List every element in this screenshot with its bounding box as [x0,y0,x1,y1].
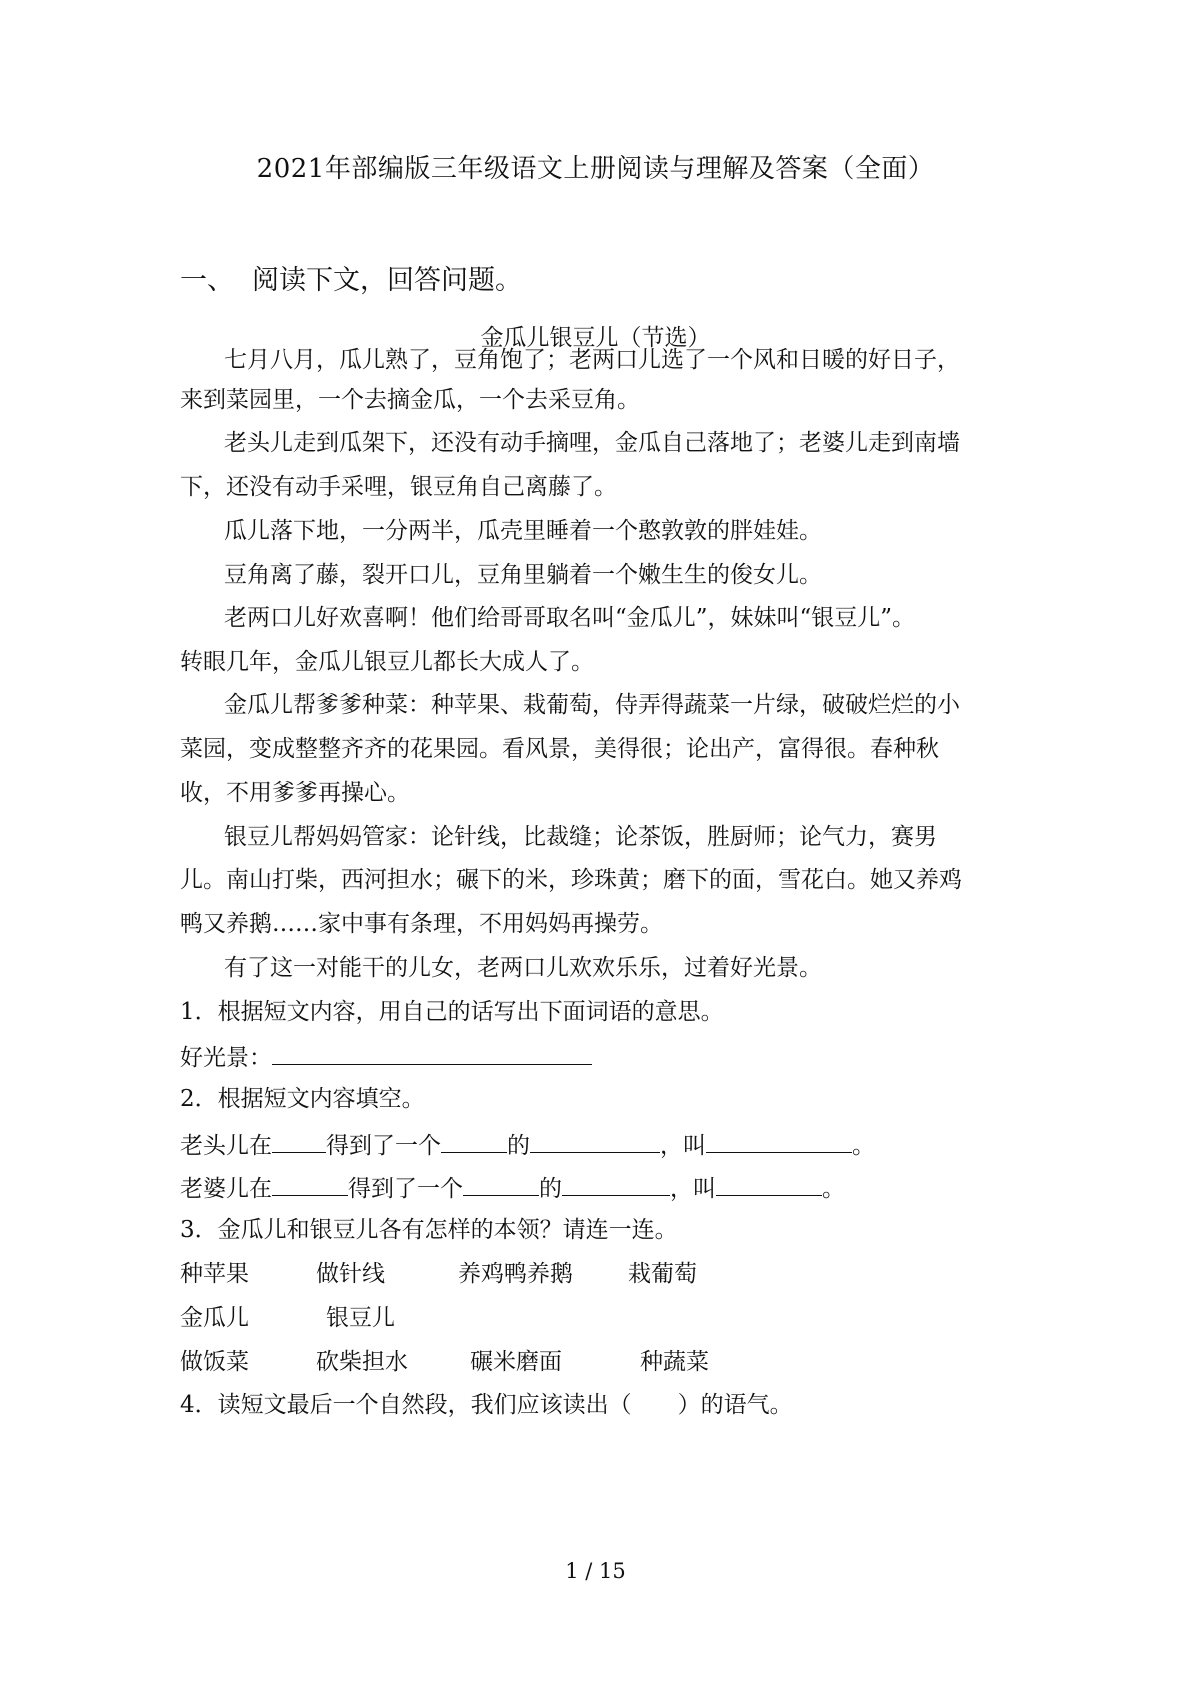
fill-text: 的 [507,1133,530,1159]
matching-item[interactable]: 碾米磨面 [470,1349,562,1375]
passage-line: 瓜儿落下地，一分两半，瓜壳里睡着一个憨敦敦的胖娃娃。 [224,518,822,544]
passage-title: 金瓜儿银豆儿（节选） [480,325,711,351]
fill-text: 老婆儿在 [180,1176,272,1202]
answer-blank[interactable] [272,1040,592,1065]
section-number: 一、 [180,265,234,296]
matching-item[interactable]: 种蔬菜 [640,1349,709,1375]
passage-line: 收，不用爹爹再操心。 [180,780,410,806]
fill-text: ，叫 [660,1133,706,1159]
matching-item[interactable]: 做饭菜 [180,1349,249,1375]
matching-item[interactable]: 砍柴担水 [316,1349,408,1375]
question-2: 2．根据短文内容填空。 [180,1086,425,1112]
passage-line: 儿。南山打柴，西河担水；碾下的米，珍珠黄；磨下的面，雪花白。她又养鸡 [180,867,962,893]
passage-line: 老两口儿好欢喜啊！他们给哥哥取名叫“金瓜儿”，妹妹叫“银豆儿”。 [224,605,916,631]
fill-text: ，叫 [670,1176,716,1202]
fill-text: 老头儿在 [180,1133,272,1159]
answer-blank[interactable] [272,1171,348,1196]
answer-blank[interactable] [562,1171,670,1196]
fill-text: 。 [822,1176,845,1202]
answer-blank[interactable] [463,1171,539,1196]
matching-item[interactable]: 栽葡萄 [628,1261,697,1287]
passage-line: 有了这一对能干的儿女，老两口儿欢欢乐乐，过着好光景。 [224,955,822,981]
answer-blank[interactable] [530,1128,660,1153]
fill-text: 。 [852,1133,875,1159]
passage-line: 下，还没有动手采哩，银豆角自己离藤了。 [180,474,617,500]
fill-text: 得到了一个 [348,1176,463,1202]
passage-line: 鸭又养鹅……家中事有条理，不用妈妈再操劳。 [180,911,663,937]
passage-line: 来到菜园里，一个去摘金瓜，一个去采豆角。 [180,387,640,413]
question-2-line-2 [180,1171,1010,1204]
matching-item[interactable]: 银豆儿 [326,1305,395,1331]
question-2-line-1 [180,1128,1010,1161]
answer-blank[interactable] [706,1128,852,1153]
passage-line: 菜园，变成整整齐齐的花果园。看风景，美得很；论出产，富得很。春种秋 [180,736,939,762]
passage-line: 老头儿走到瓜架下，还没有动手摘哩，金瓜自己落地了；老婆儿走到南墙 [224,430,960,456]
matching-item[interactable]: 金瓜儿 [180,1305,249,1331]
answer-blank[interactable] [441,1128,507,1153]
document-title: 2021年部编版三年级语文上册阅读与理解及答案（全面） [256,154,935,184]
section-heading-text: 阅读下文，回答问题。 [252,265,522,296]
answer-blank[interactable] [272,1128,326,1153]
section-heading [180,264,522,298]
fill-text: 得到了一个 [326,1133,441,1159]
passage-line: 银豆儿帮妈妈管家：论针线，比裁缝；论茶饭，胜厨师；论气力，赛男 [224,824,937,850]
passage-line: 豆角离了藤，裂开口儿，豆角里躺着一个嫩生生的俊女儿。 [224,562,822,588]
fill-text: 的 [539,1176,562,1202]
matching-item[interactable]: 做针线 [316,1261,385,1287]
question-4: 4．读短文最后一个自然段，我们应该读出（ ）的语气。 [180,1392,793,1418]
question-1-prompt: 好光景： [180,1045,272,1071]
passage-line: 金瓜儿帮爹爹种菜：种苹果、栽葡萄，侍弄得蔬菜一片绿，破破烂烂的小 [224,692,960,718]
passage-line: 转眼几年，金瓜儿银豆儿都长大成人了。 [180,649,594,675]
question-1-answer-row [180,1040,1010,1073]
matching-item[interactable]: 种苹果 [180,1261,249,1287]
matching-item[interactable]: 养鸡鸭养鹅 [458,1261,573,1287]
page-number: 1 / 15 [565,1559,626,1583]
question-3: 3．金瓜儿和银豆儿各有怎样的本领？请连一连。 [180,1217,678,1243]
answer-blank[interactable] [716,1171,822,1196]
question-1: 1．根据短文内容，用自己的话写出下面词语的意思。 [180,999,724,1025]
passage-line: 七月八月，瓜儿熟了，豆角饱了；老两口儿选了一个风和日暖的好日子， [224,347,960,373]
